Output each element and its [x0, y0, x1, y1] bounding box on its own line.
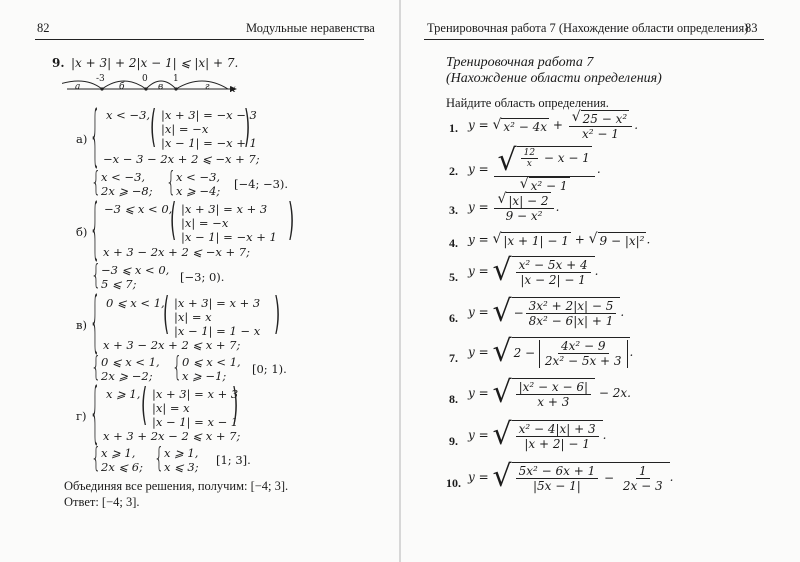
case-v-inequality: x + 3 − 2x + 2 ⩽ x + 7;: [103, 338, 241, 352]
case-b-sys1-line1: −3 ⩽ x < 0,: [101, 263, 170, 277]
case-a-module-3: |x − 1| = −x + 1: [161, 136, 257, 150]
case-b-label: б): [76, 225, 88, 239]
case-g-rparen: ): [232, 378, 239, 430]
case-b-lparen: (: [170, 193, 177, 245]
case-a-module-2: |x| = −x: [161, 122, 209, 136]
case-a-sys1-brace: {: [91, 164, 102, 198]
case-g-sys1-line2: 2x ⩽ 6;: [101, 460, 143, 474]
case-v-sys1-line2: 2x ⩾ −2;: [101, 369, 153, 383]
case-a-label: а): [76, 132, 88, 146]
exercise-2: y = √ $\frac{12}{x}$ − x − 1 √ x² − 1 .: [468, 143, 601, 193]
case-b-module-1: |x + 3| = x + 3: [181, 202, 268, 216]
exercise-9: y = √ $\frac{\text{x² − 4|x| + 3}}{|x + 2| - 1}$ .: [468, 417, 607, 452]
number-line: [62, 74, 242, 98]
region-label-b: б: [119, 82, 125, 92]
case-v-sys2-line1: 0 ⩽ x < 1,: [182, 355, 241, 369]
exercise-7-number: 7.: [449, 351, 458, 365]
case-a-inequality: −x − 3 − 2x + 2 ⩽ −x + 7;: [103, 152, 260, 166]
exercise-10: y = √ $\frac{\text{5x² − 6x + 1}}{|5x - 1|}$ − $\frac{1}{2x - 3}$ .: [468, 459, 674, 494]
exercise-9-number: 9.: [449, 434, 458, 448]
case-v-result: [0; 1).: [252, 362, 287, 376]
case-b-result: [−3; 0).: [180, 270, 225, 284]
case-g-sys2-brace: {: [154, 440, 165, 474]
case-v-label: в): [76, 318, 87, 332]
case-b-sys1-brace: {: [91, 257, 102, 291]
tick-label-3: 1: [173, 74, 179, 84]
instruction: Найдите область определения.: [446, 96, 609, 110]
exercise-7: y = √ 2 − $\frac{\text{4x² − 9}}{\text{2x² − 5x + 3}}$ .: [468, 334, 634, 369]
exercise-6-number: 6.: [449, 311, 458, 325]
left-page-number: 82: [37, 21, 50, 35]
case-a-sys1-line1: x < −3,: [101, 170, 146, 184]
case-g-module-2: |x| = x: [152, 401, 190, 415]
case-g-sys1-brace: {: [91, 440, 102, 474]
tick-dot-1: [100, 87, 103, 90]
case-g-sys2-line2: x ⩽ 3;: [164, 460, 199, 474]
case-v-module-2: |x| = x: [174, 310, 212, 324]
fraction: √ |x| − 2 9 − x²: [494, 192, 553, 223]
case-g-inequality: x + 3 + 2x − 2 ⩽ x + 7;: [103, 429, 241, 443]
exercise-8: y = √ $\frac{\text{|x² − x − 6|}}{x + 3}$ − 2x.: [468, 375, 631, 410]
tick-dot-3: [174, 87, 177, 90]
tick-label-2: 0: [142, 74, 148, 84]
case-v-sys2-brace: {: [172, 349, 183, 383]
case-b-inequality: x + 3 − 2x + 2 ⩽ −x + 7;: [103, 245, 250, 259]
case-a-sys2-line1: x < −3,: [176, 170, 221, 184]
case-g-result: [1; 3].: [216, 453, 251, 467]
right-header-rule: [424, 39, 764, 40]
section-title-line2: (Нахождение области определения): [446, 71, 662, 86]
case-g-label: г): [76, 409, 87, 423]
case-v-module-3: |x − 1| = 1 − x: [174, 324, 261, 338]
case-a-brace: {: [90, 95, 101, 174]
case-g-module-1: |x + 3| = x + 3: [152, 387, 239, 401]
case-a-condition: x < −3,: [106, 108, 151, 122]
tick-label-1: -3: [96, 74, 105, 84]
problem-number: 9.: [52, 56, 65, 70]
case-g-lparen: (: [141, 378, 148, 430]
case-b-module-2: |x| = −x: [181, 216, 229, 230]
left-running-title: Модульные неравенства: [246, 21, 375, 35]
case-g-sys1-line1: x ⩾ 1,: [101, 446, 136, 460]
case-a-lparen: (: [150, 100, 157, 152]
exercise-8-number: 8.: [449, 392, 458, 406]
tick-dot-2: [144, 87, 147, 90]
case-v-sys1-brace: {: [91, 349, 102, 383]
case-a-module-1: |x + 3| = −x − 3: [161, 108, 257, 122]
answer-text: Ответ: [−4; 3].: [64, 495, 140, 509]
fraction: √ $\frac{12}{x}$ − x − 1 √ x² − 1: [494, 146, 594, 193]
exercise-6: y = √ − $\frac{\text{3x² + 2|x| − 5}}{\text{8x² − 6|x| + 1}}$ .: [468, 294, 625, 329]
case-v-rparen: ): [274, 287, 281, 339]
case-g-module-3: |x − 1| = x − 1: [152, 415, 239, 429]
case-v-brace: {: [90, 281, 101, 360]
sqrt-sign: √ x² − 4x: [492, 116, 548, 134]
right-running-title: Тренировочная работа 7 (Нахождение области определения): [427, 21, 749, 35]
exercise-3: y = √ |x| − 2 9 − x² .: [468, 191, 560, 223]
case-v-condition: 0 ⩽ x < 1,: [106, 296, 165, 310]
axis-label-x: x: [230, 84, 236, 95]
exercise-4: y = √ |x + 1| − 1 + √ 9 − |x|² .: [468, 231, 651, 248]
region-label-v: в: [158, 82, 164, 92]
case-g-sys2-line1: x ⩾ 1,: [164, 446, 199, 460]
case-b-sys1-line2: 5 ⩽ 7;: [101, 277, 137, 291]
case-g-condition: x ⩾ 1,: [106, 387, 141, 401]
section-title-line1: Тренировочная работа 7: [446, 55, 594, 70]
region-label-g: г: [205, 82, 210, 92]
arc-g: [176, 81, 228, 89]
case-v-sys2-line2: x ⩾ −1;: [182, 369, 227, 383]
case-a-rparen: ): [244, 100, 251, 152]
exercise-3-number: 3.: [449, 203, 458, 217]
case-b-brace: {: [90, 188, 101, 267]
left-page: [0, 0, 399, 562]
case-v-sys1-line1: 0 ⩽ x < 1,: [101, 355, 160, 369]
case-v-lparen: (: [163, 287, 170, 339]
fraction: √ 25 − x² x² − 1: [569, 110, 632, 141]
case-v-module-1: |x + 3| = x + 3: [174, 296, 261, 310]
case-b-module-3: |x − 1| = −x + 1: [181, 230, 277, 244]
region-label-a: а: [75, 82, 81, 92]
case-a-sys2-brace: {: [166, 164, 177, 198]
exercise-4-number: 4.: [449, 236, 458, 250]
right-page-number: 83: [745, 21, 758, 35]
case-b-rparen: ): [288, 193, 295, 245]
exercise-10-number: 10.: [446, 476, 461, 490]
exercise-2-number: 2.: [449, 164, 458, 178]
case-b-condition: −3 ⩽ x < 0,: [104, 202, 173, 216]
summary-text: Объединяя все решения, получим: [−4; 3].: [64, 479, 289, 493]
exercise-1: y = √ x² − 4x + √ 25 − x² x² − 1 .: [468, 109, 639, 141]
exercise-5: y = √ $\frac{\text{x² − 5x + 4}}{|x - 2| - 1}$ .: [468, 253, 599, 288]
exercise-5-number: 5.: [449, 270, 458, 284]
case-g-brace: {: [90, 372, 101, 451]
exercise-1-number: 1.: [449, 121, 458, 135]
case-a-sys2-line2: x ⩾ −4;: [176, 184, 221, 198]
problem-statement: |x + 3| + 2|x − 1| ⩽ |x| + 7.: [71, 56, 239, 70]
case-a-sys1-line2: 2x ⩾ −8;: [101, 184, 153, 198]
left-header-rule: [35, 39, 364, 40]
case-a-result: [−4; −3).: [234, 177, 289, 191]
